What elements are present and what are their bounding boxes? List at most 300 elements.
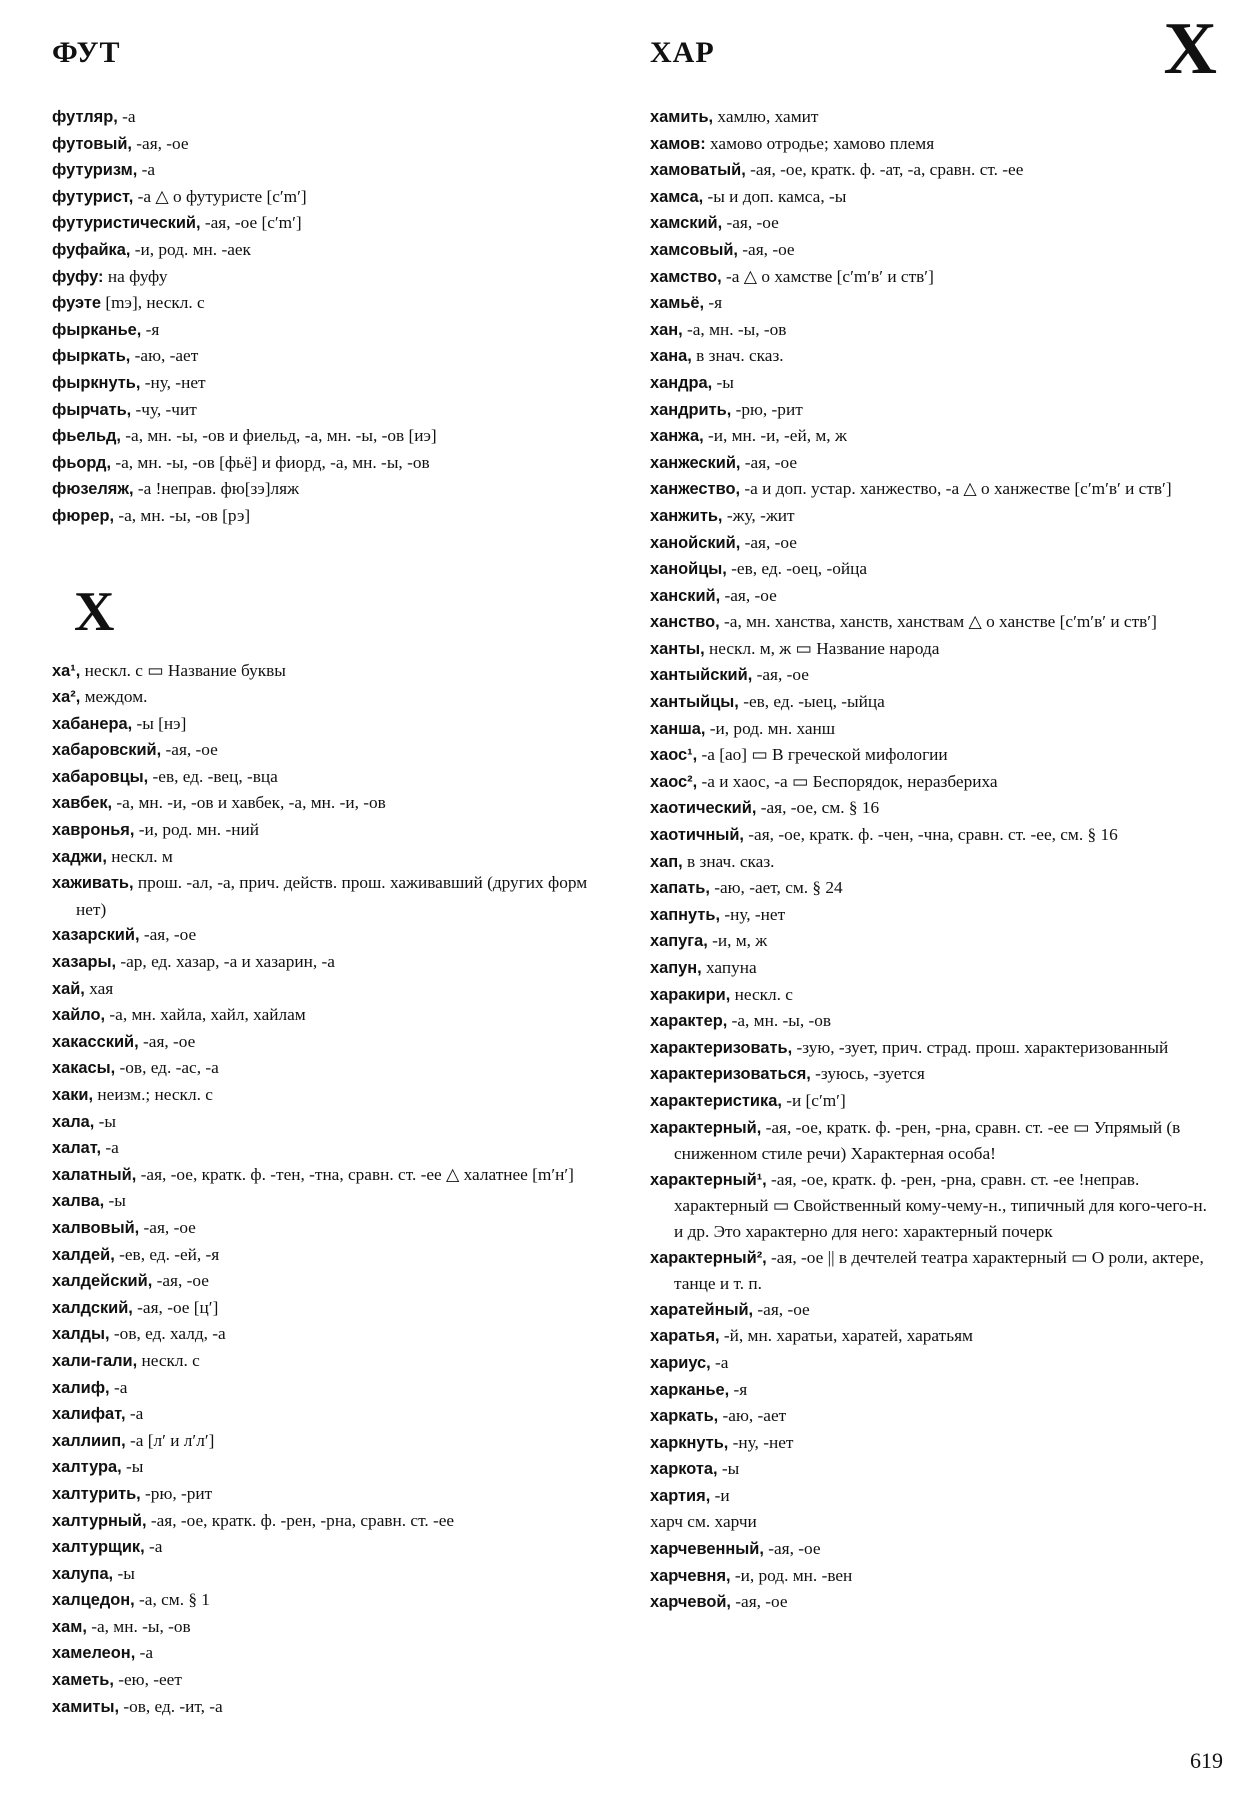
dictionary-entry xyxy=(52,1587,612,1614)
dictionary-entry xyxy=(650,849,1212,876)
dictionary-entry xyxy=(52,684,612,711)
dictionary-entry xyxy=(650,1323,1212,1350)
dictionary-entry xyxy=(52,1401,612,1428)
entry-headword: халтурный, xyxy=(52,1511,147,1530)
entry-definition: -рю, -рит xyxy=(731,399,803,419)
entry-headword: хантыйцы, xyxy=(650,693,739,712)
entry-definition: -а [ао] ▭ В греческой мифологии xyxy=(697,745,948,765)
entry-headword: хапун, xyxy=(650,959,702,977)
entry-headword: фьельд, xyxy=(52,427,121,446)
dictionary-entry xyxy=(52,1082,612,1109)
entry-headword: футовый, xyxy=(52,134,132,153)
dictionary-entry xyxy=(52,1188,612,1215)
entry-definition: -ы xyxy=(113,1563,135,1583)
entry-definition: -ну, -нет xyxy=(720,904,786,924)
dictionary-entry xyxy=(650,397,1212,424)
entry-headword: халдей, xyxy=(52,1245,115,1264)
dictionary-entry xyxy=(650,1430,1212,1457)
entry-definition: -жу, -жит xyxy=(722,505,795,525)
entry-definition: -ев, ед. -ыец, -ыйца xyxy=(738,692,885,712)
entry-definition: -а △ о футуристе [сʹmʹ] xyxy=(133,186,307,206)
entry-definition: -ею, -еет xyxy=(113,1670,182,1690)
entry-headword: хала, xyxy=(52,1112,95,1131)
dictionary-entry xyxy=(52,104,612,131)
entry-headword: хавронья, xyxy=(52,821,135,840)
entry-definition: -ая, -ое xyxy=(753,1299,810,1319)
dictionary-entry xyxy=(52,184,612,211)
entry-definition: -ая, -ое xyxy=(139,1217,196,1237)
entry-headword: халтурщик, xyxy=(52,1538,145,1557)
dictionary-entry xyxy=(650,875,1212,902)
dictionary-entry xyxy=(52,1109,612,1136)
dictionary-entry xyxy=(650,955,1212,982)
entry-headword: фыркнуть, xyxy=(52,373,141,392)
entry-definition: междом. xyxy=(80,687,148,707)
dictionary-entry xyxy=(52,210,612,237)
entry-headword: ханство, xyxy=(650,613,720,632)
dictionary-entry xyxy=(650,1167,1212,1245)
entry-headword: харкать, xyxy=(650,1407,719,1426)
dictionary-entry xyxy=(650,370,1212,397)
entry-definition: -аю, -ает xyxy=(718,1406,787,1426)
dictionary-entry xyxy=(52,423,612,450)
entry-headword: хамелеон, xyxy=(52,1644,136,1663)
entry-definition: -а, мн. -ы, -ов [рэ] xyxy=(114,505,251,525)
entry-headword: хапуга, xyxy=(650,932,708,951)
entry-headword: хайло, xyxy=(52,1006,106,1025)
entry-definition: -а, мн. -ы, -ов и фиельд, -а, мн. -ы, -ов [иэ] xyxy=(120,426,437,446)
entry-definition: -а xyxy=(137,160,156,180)
entry-definition: -ов, ед. -ит, -а xyxy=(119,1696,223,1716)
entry-definition: харч см. харчи xyxy=(650,1512,757,1532)
entry-headword: халифат, xyxy=(52,1405,126,1424)
entry-headword: хан, xyxy=(650,320,683,339)
entry-definition: -ая, -ое xyxy=(737,239,795,259)
entry-headword: фырчать, xyxy=(52,400,132,419)
dictionary-entry xyxy=(650,583,1212,610)
dictionary-entry xyxy=(52,844,612,871)
entry-definition: -я xyxy=(729,1379,748,1399)
entry-definition: -ну, -нет xyxy=(140,372,206,392)
entry-definition: -а, мн. -ы, -ов [фьё] и фиорд, -а, мн. -ы, -ов xyxy=(111,452,430,472)
dictionary-entry xyxy=(650,1008,1212,1035)
entry-definition: -ая, -ое xyxy=(152,1271,209,1291)
entry-headword: фырканье, xyxy=(52,320,142,339)
entry-definition: -а xyxy=(125,1404,144,1424)
dictionary-entry xyxy=(52,343,612,370)
entry-headword: хамса, xyxy=(650,187,704,206)
entry-headword: харчевня, xyxy=(650,1566,731,1585)
dictionary-entry xyxy=(650,636,1212,663)
entries-list xyxy=(52,104,612,530)
entry-definition: -и, род. мн. -аек xyxy=(130,239,251,259)
entries-list xyxy=(52,658,612,1721)
dictionary-entry xyxy=(52,1375,612,1402)
entry-definition: -ая, -ое, кратк. ф. -рен, -рна, сравн. ст. -ее xyxy=(146,1510,455,1530)
entry-headword: хамство, xyxy=(650,267,722,286)
entry-headword: хазарский, xyxy=(52,926,140,945)
entry-definition: -рю, -рит xyxy=(140,1483,213,1503)
entry-headword: хакасский, xyxy=(52,1032,139,1051)
dictionary-entry xyxy=(650,1297,1212,1324)
dictionary-entry xyxy=(52,131,612,158)
entry-headword: харатья, xyxy=(650,1327,720,1346)
entry-definition: -а [лʹ и лʹлʹ] xyxy=(125,1430,215,1450)
entry-definition: -ая, -ое xyxy=(752,665,809,685)
entry-headword: характеризоваться, xyxy=(650,1065,811,1084)
entry-headword: хаос¹, xyxy=(650,746,698,765)
entry-headword: хандрить, xyxy=(650,400,732,419)
entry-headword: хапать, xyxy=(650,879,710,898)
entries-list xyxy=(650,104,1212,1616)
entry-definition: -ая, -ое xyxy=(161,740,218,760)
dictionary-entry xyxy=(650,503,1212,530)
entry-headword: ханжеский, xyxy=(650,453,741,472)
page-number: 619 xyxy=(1190,1748,1223,1773)
dictionary-entry xyxy=(52,658,612,685)
entry-headword: хакасы, xyxy=(52,1059,116,1078)
dictionary-entry xyxy=(650,423,1212,450)
entry-definition: -и, род. мн. ханш xyxy=(705,718,836,738)
entry-definition: -а xyxy=(710,1352,729,1372)
entry-headword: халупа, xyxy=(52,1564,114,1583)
entry-headword: хап, xyxy=(650,852,683,871)
entry-definition: -и, м, ж xyxy=(707,931,768,951)
dictionary-entry xyxy=(650,1061,1212,1088)
dictionary-entry xyxy=(52,711,612,738)
entry-headword: хавбек, xyxy=(52,794,113,813)
entry-headword: хамсовый, xyxy=(650,240,738,259)
entry-definition: -ну, -нет xyxy=(728,1432,794,1452)
entry-definition: -и xyxy=(710,1485,730,1505)
entry-headword: халвовый, xyxy=(52,1218,140,1237)
entry-definition: в знач. сказ. xyxy=(682,851,775,871)
dictionary-entry xyxy=(650,795,1212,822)
dictionary-entry xyxy=(650,450,1212,477)
dictionary-entry xyxy=(52,1348,612,1375)
dictionary-entry xyxy=(52,1454,612,1481)
entry-definition: -ая, -ое xyxy=(740,532,797,552)
entry-definition: -ы xyxy=(121,1457,144,1477)
entry-definition: -ая, -ое xyxy=(138,1031,196,1051)
dictionary-entry xyxy=(52,870,612,922)
entry-headword: фюрер, xyxy=(52,506,115,525)
dictionary-entry xyxy=(650,1536,1212,1563)
entry-definition: -ая, -ое || в дечтелей театра характерный ▭ О роли, актере, танце и т. п. xyxy=(674,1247,1204,1294)
entry-definition: -а, мн. хайла, хайл, хайлам xyxy=(105,1005,306,1025)
entry-headword: фуфу: xyxy=(52,267,104,286)
entry-headword: хамов: xyxy=(650,134,706,153)
entry-headword: характеристика, xyxy=(650,1091,782,1110)
dictionary-entry xyxy=(650,742,1212,769)
dictionary-entry xyxy=(650,902,1212,929)
dictionary-entry xyxy=(650,290,1212,317)
entry-definition: -аю, -ает xyxy=(130,346,199,366)
dictionary-entry xyxy=(52,764,612,791)
dictionary-entry xyxy=(650,131,1212,158)
dictionary-entry xyxy=(52,817,612,844)
dictionary-entry xyxy=(650,609,1212,636)
entry-definition: -а △ о хамстве [сʹmʹвʹ и ствʹ] xyxy=(721,266,934,286)
entry-definition: -ая, -ое [сʹmʹ] xyxy=(200,213,302,233)
entry-definition: на фуфу xyxy=(103,266,168,286)
entry-headword: хабанера, xyxy=(52,714,133,733)
entry-headword: хаки, xyxy=(52,1086,94,1104)
entry-definition: -а !неправ. фю[зэ]ляж xyxy=(133,479,300,499)
entry-definition: -а, мн. -ы, -ов xyxy=(86,1616,191,1636)
dictionary-entry xyxy=(650,1456,1212,1483)
dictionary-entry xyxy=(650,184,1212,211)
entry-headword: хантыйский, xyxy=(650,666,753,685)
dictionary-entry xyxy=(52,1002,612,1029)
entry-definition: -ая, -ое xyxy=(740,452,798,472)
dictionary-entry xyxy=(52,370,612,397)
entry-definition: нескл. м xyxy=(106,846,173,866)
entry-headword: хамский, xyxy=(650,214,723,233)
dictionary-entry xyxy=(52,1242,612,1269)
entry-definition: -и, род. мн. -ний xyxy=(134,820,259,840)
entry-definition: нескл. с ▭ Название буквы xyxy=(80,660,286,680)
dictionary-entry xyxy=(650,1483,1212,1510)
entry-definition: -ар, ед. хазар, -а и хазарин, -а xyxy=(116,952,335,972)
entry-headword: ханжество, xyxy=(650,480,741,499)
left-column xyxy=(52,104,612,1720)
entry-headword: хабаровцы, xyxy=(52,767,149,786)
entry-headword: фыркать, xyxy=(52,347,131,366)
dictionary-entry xyxy=(650,476,1212,503)
entry-definition: -зую, -зует, прич. страд. прош. характеризованный xyxy=(792,1037,1169,1057)
dictionary-entry xyxy=(52,1534,612,1561)
dictionary-entry xyxy=(52,476,612,503)
entry-definition: -а xyxy=(101,1138,119,1158)
entry-headword: хаметь, xyxy=(52,1671,114,1690)
dictionary-entry xyxy=(52,1215,612,1242)
section-letter-mark: Х xyxy=(1163,8,1217,90)
entry-headword: халатный, xyxy=(52,1165,137,1184)
entry-headword: ха², xyxy=(52,688,81,707)
dictionary-entry xyxy=(52,1295,612,1322)
dictionary-entry xyxy=(52,1481,612,1508)
entry-headword: футуристический, xyxy=(52,214,201,233)
entry-definition: -ая, -ое xyxy=(720,585,777,605)
entry-headword: фуфайка, xyxy=(52,240,131,259)
dictionary-entry xyxy=(650,822,1212,849)
entry-headword: ханты, xyxy=(650,639,705,658)
entry-headword: хаживать, xyxy=(52,874,134,893)
dictionary-entry xyxy=(52,1667,612,1694)
dictionary-entry xyxy=(650,317,1212,344)
entry-definition: -а xyxy=(117,107,136,126)
dictionary-entry xyxy=(52,503,612,530)
entry-headword: характер, xyxy=(650,1012,728,1031)
entry-definition: -ая, -ое xyxy=(730,1592,788,1612)
entry-headword: хапнуть, xyxy=(650,905,721,924)
right-column xyxy=(650,104,1212,1616)
entry-headword: хамоватый, xyxy=(650,161,746,180)
entry-headword: харчевой, xyxy=(650,1593,731,1612)
dictionary-entry xyxy=(52,1268,612,1295)
entry-definition: -ев, ед. -ей, -я xyxy=(114,1244,220,1264)
entry-headword: халцедон, xyxy=(52,1591,135,1610)
dictionary-entry xyxy=(52,1055,612,1082)
entry-definition: -чу, -чит xyxy=(131,399,197,419)
entry-headword: халдский, xyxy=(52,1298,133,1317)
dictionary-entry xyxy=(650,689,1212,716)
entry-headword: харакири, xyxy=(650,985,731,1004)
entry-definition: -и, род. мн. -вен xyxy=(730,1565,853,1585)
entry-headword: хандра, xyxy=(650,373,713,392)
dictionary-entry xyxy=(650,530,1212,557)
dictionary-entry xyxy=(52,1640,612,1667)
entry-definition: -ая, -ое, кратк. ф. -рен, -рна, сравн. ст. -ее !неправ. характерный ▭ Свойственный кому-чему-н., типичный для кого-чего-н. и др. Это характерно для него: характерный почерк xyxy=(674,1169,1207,1241)
dictionary-entry xyxy=(650,1509,1212,1536)
dictionary-entry xyxy=(650,982,1212,1009)
entry-definition: хамлю, хамит xyxy=(713,107,819,126)
entry-headword: халтура, xyxy=(52,1458,122,1477)
section-heading: Х xyxy=(74,580,115,643)
entry-definition: хая xyxy=(84,978,114,998)
entry-definition: -а xyxy=(144,1537,163,1557)
dictionary-entry xyxy=(52,157,612,184)
entry-definition: -ая, -ое xyxy=(722,213,779,233)
entry-definition: [mэ], нескл. с xyxy=(101,293,205,313)
dictionary-entry xyxy=(650,1563,1212,1590)
entry-definition: -ая, -ое xyxy=(131,133,189,153)
dictionary-entry xyxy=(52,1614,612,1641)
entry-definition: -а, мн. -ы, -ов xyxy=(727,1011,832,1031)
dictionary-entry xyxy=(52,790,612,817)
entry-headword: хартия, xyxy=(650,1486,711,1505)
entry-definition: -ов, ед. -ас, -а xyxy=(115,1058,219,1078)
running-head-left: ФУТ xyxy=(52,36,121,69)
entry-definition: прош. -ал, -а, прич. действ. прош. хаживавший (других форм нет) xyxy=(76,873,588,919)
dictionary-entry xyxy=(650,237,1212,264)
entry-definition: -а xyxy=(135,1643,153,1663)
dictionary-entry xyxy=(52,976,612,1003)
entry-headword: халды, xyxy=(52,1325,110,1344)
dictionary-entry xyxy=(52,397,612,424)
entry-headword: хали-гали, xyxy=(52,1351,138,1370)
dictionary-entry xyxy=(52,290,612,317)
entry-definition: нескл. с xyxy=(730,984,793,1004)
entry-definition: -ая, -ое, кратк. ф. -ат, -а, сравн. ст. -ее xyxy=(745,160,1024,180)
entry-headword: халиф, xyxy=(52,1378,110,1397)
entry-definition: -а, мн. ханства, ханств, ханствам △ о ханстве [сʹmʹвʹ и ствʹ] xyxy=(719,612,1157,632)
entry-headword: характерный¹, xyxy=(650,1170,767,1189)
entry-definition: -ы xyxy=(94,1111,117,1131)
dictionary-entry xyxy=(52,922,612,949)
entry-headword: фуэте xyxy=(52,294,102,313)
entry-definition: хамово отродье; хамово племя xyxy=(705,133,935,153)
entry-definition: -ая, -ое, см. § 16 xyxy=(756,798,880,818)
entry-headword: характерный², xyxy=(650,1248,767,1267)
entry-headword: ханжить, xyxy=(650,506,723,525)
entry-headword: футляр, xyxy=(52,108,118,126)
entry-headword: хам, xyxy=(52,1617,87,1636)
dictionary-entry xyxy=(650,343,1212,370)
dictionary-entry xyxy=(650,662,1212,689)
entry-definition: -а, мн. -ы, -ов xyxy=(682,319,787,339)
entry-headword: характерный, xyxy=(650,1118,762,1137)
entry-headword: халтурить, xyxy=(52,1484,141,1503)
entry-definition: -ев, ед. -оец, -ойца xyxy=(726,559,868,579)
entry-headword: характеризовать, xyxy=(650,1038,793,1057)
dictionary-entry xyxy=(52,949,612,976)
entry-headword: харчевенный, xyxy=(650,1540,764,1559)
dictionary-entry xyxy=(52,1321,612,1348)
entry-headword: ханский, xyxy=(650,586,721,605)
entry-definition: -ая, -ое xyxy=(763,1539,821,1559)
entry-definition: -ы xyxy=(104,1191,126,1211)
dictionary-entry xyxy=(52,317,612,344)
entry-headword: хай, xyxy=(52,979,85,998)
entry-definition: -зуюсь, -зуется xyxy=(810,1064,925,1084)
entry-headword: хариус, xyxy=(650,1353,711,1372)
dictionary-entry xyxy=(650,1350,1212,1377)
entry-definition: -а и хаос, -а ▭ Беспорядок, неразбериха xyxy=(697,771,998,791)
entry-headword: халлиип, xyxy=(52,1431,126,1450)
dictionary-entry xyxy=(52,1561,612,1588)
dictionary-entry xyxy=(650,1088,1212,1115)
entry-definition: -ы xyxy=(717,1459,740,1479)
entry-definition: -ая, -ое xyxy=(139,925,197,945)
dictionary-entry xyxy=(52,1694,612,1721)
dictionary-entry xyxy=(650,1245,1212,1297)
entry-headword: ханойский, xyxy=(650,533,741,552)
dictionary-entry xyxy=(52,237,612,264)
dictionary-entry xyxy=(650,556,1212,583)
dictionary-entry xyxy=(650,1589,1212,1616)
entry-definition: -аю, -ает, см. § 24 xyxy=(709,878,843,898)
entry-headword: харатейный, xyxy=(650,1300,754,1319)
entry-headword: ханойцы, xyxy=(650,560,727,579)
entry-definition: -и, мн. -и, -ей, м, ж xyxy=(703,426,847,446)
dictionary-entry xyxy=(650,928,1212,955)
running-head-right: ХАР xyxy=(650,36,715,69)
entry-headword: хаотический, xyxy=(650,799,757,818)
entry-definition: -ая, -ое [цʹ] xyxy=(132,1297,219,1317)
entry-definition: нескл. м, ж ▭ Название народа xyxy=(704,638,940,658)
entry-headword: ха¹, xyxy=(52,661,81,680)
entry-definition: хапуна xyxy=(701,958,757,977)
entry-definition: в знач. сказ. xyxy=(691,346,784,366)
dictionary-entry xyxy=(52,450,612,477)
entry-definition: -ая, -ое, кратк. ф. -чен, -чна, сравн. ст. -ее, см. § 16 xyxy=(743,825,1118,845)
entry-headword: хабаровский, xyxy=(52,741,162,760)
entry-headword: халва, xyxy=(52,1192,105,1211)
entry-headword: харкнуть, xyxy=(650,1433,729,1452)
dictionary-entry xyxy=(52,737,612,764)
dictionary-entry xyxy=(650,769,1212,796)
entry-headword: ханжа, xyxy=(650,427,704,446)
dictionary-entry xyxy=(650,1035,1212,1062)
entry-headword: хамьё, xyxy=(650,294,705,313)
dictionary-entry xyxy=(52,1135,612,1162)
entry-definition: -ая, -ое, кратк. ф. -рен, -рна, сравн. ст. -ее ▭ Упрямый (в сниженном стиле речи) Характерная особа! xyxy=(674,1117,1181,1164)
dictionary-entry xyxy=(650,1403,1212,1430)
entry-headword: хаос², xyxy=(650,772,698,791)
dictionary-entry xyxy=(52,264,612,291)
entry-headword: ханша, xyxy=(650,719,706,738)
entry-definition: -а xyxy=(109,1377,128,1397)
dictionary-entry xyxy=(650,716,1212,743)
entry-definition: -ы [нэ] xyxy=(132,713,187,733)
entry-headword: хазары, xyxy=(52,953,117,972)
entry-definition: -й, мн. харатьи, харатей, харатьям xyxy=(719,1326,973,1346)
entry-definition: нескл. с xyxy=(137,1350,200,1370)
entry-definition: неизм.; нескл. с xyxy=(93,1085,213,1104)
dictionary-entry xyxy=(650,104,1212,131)
